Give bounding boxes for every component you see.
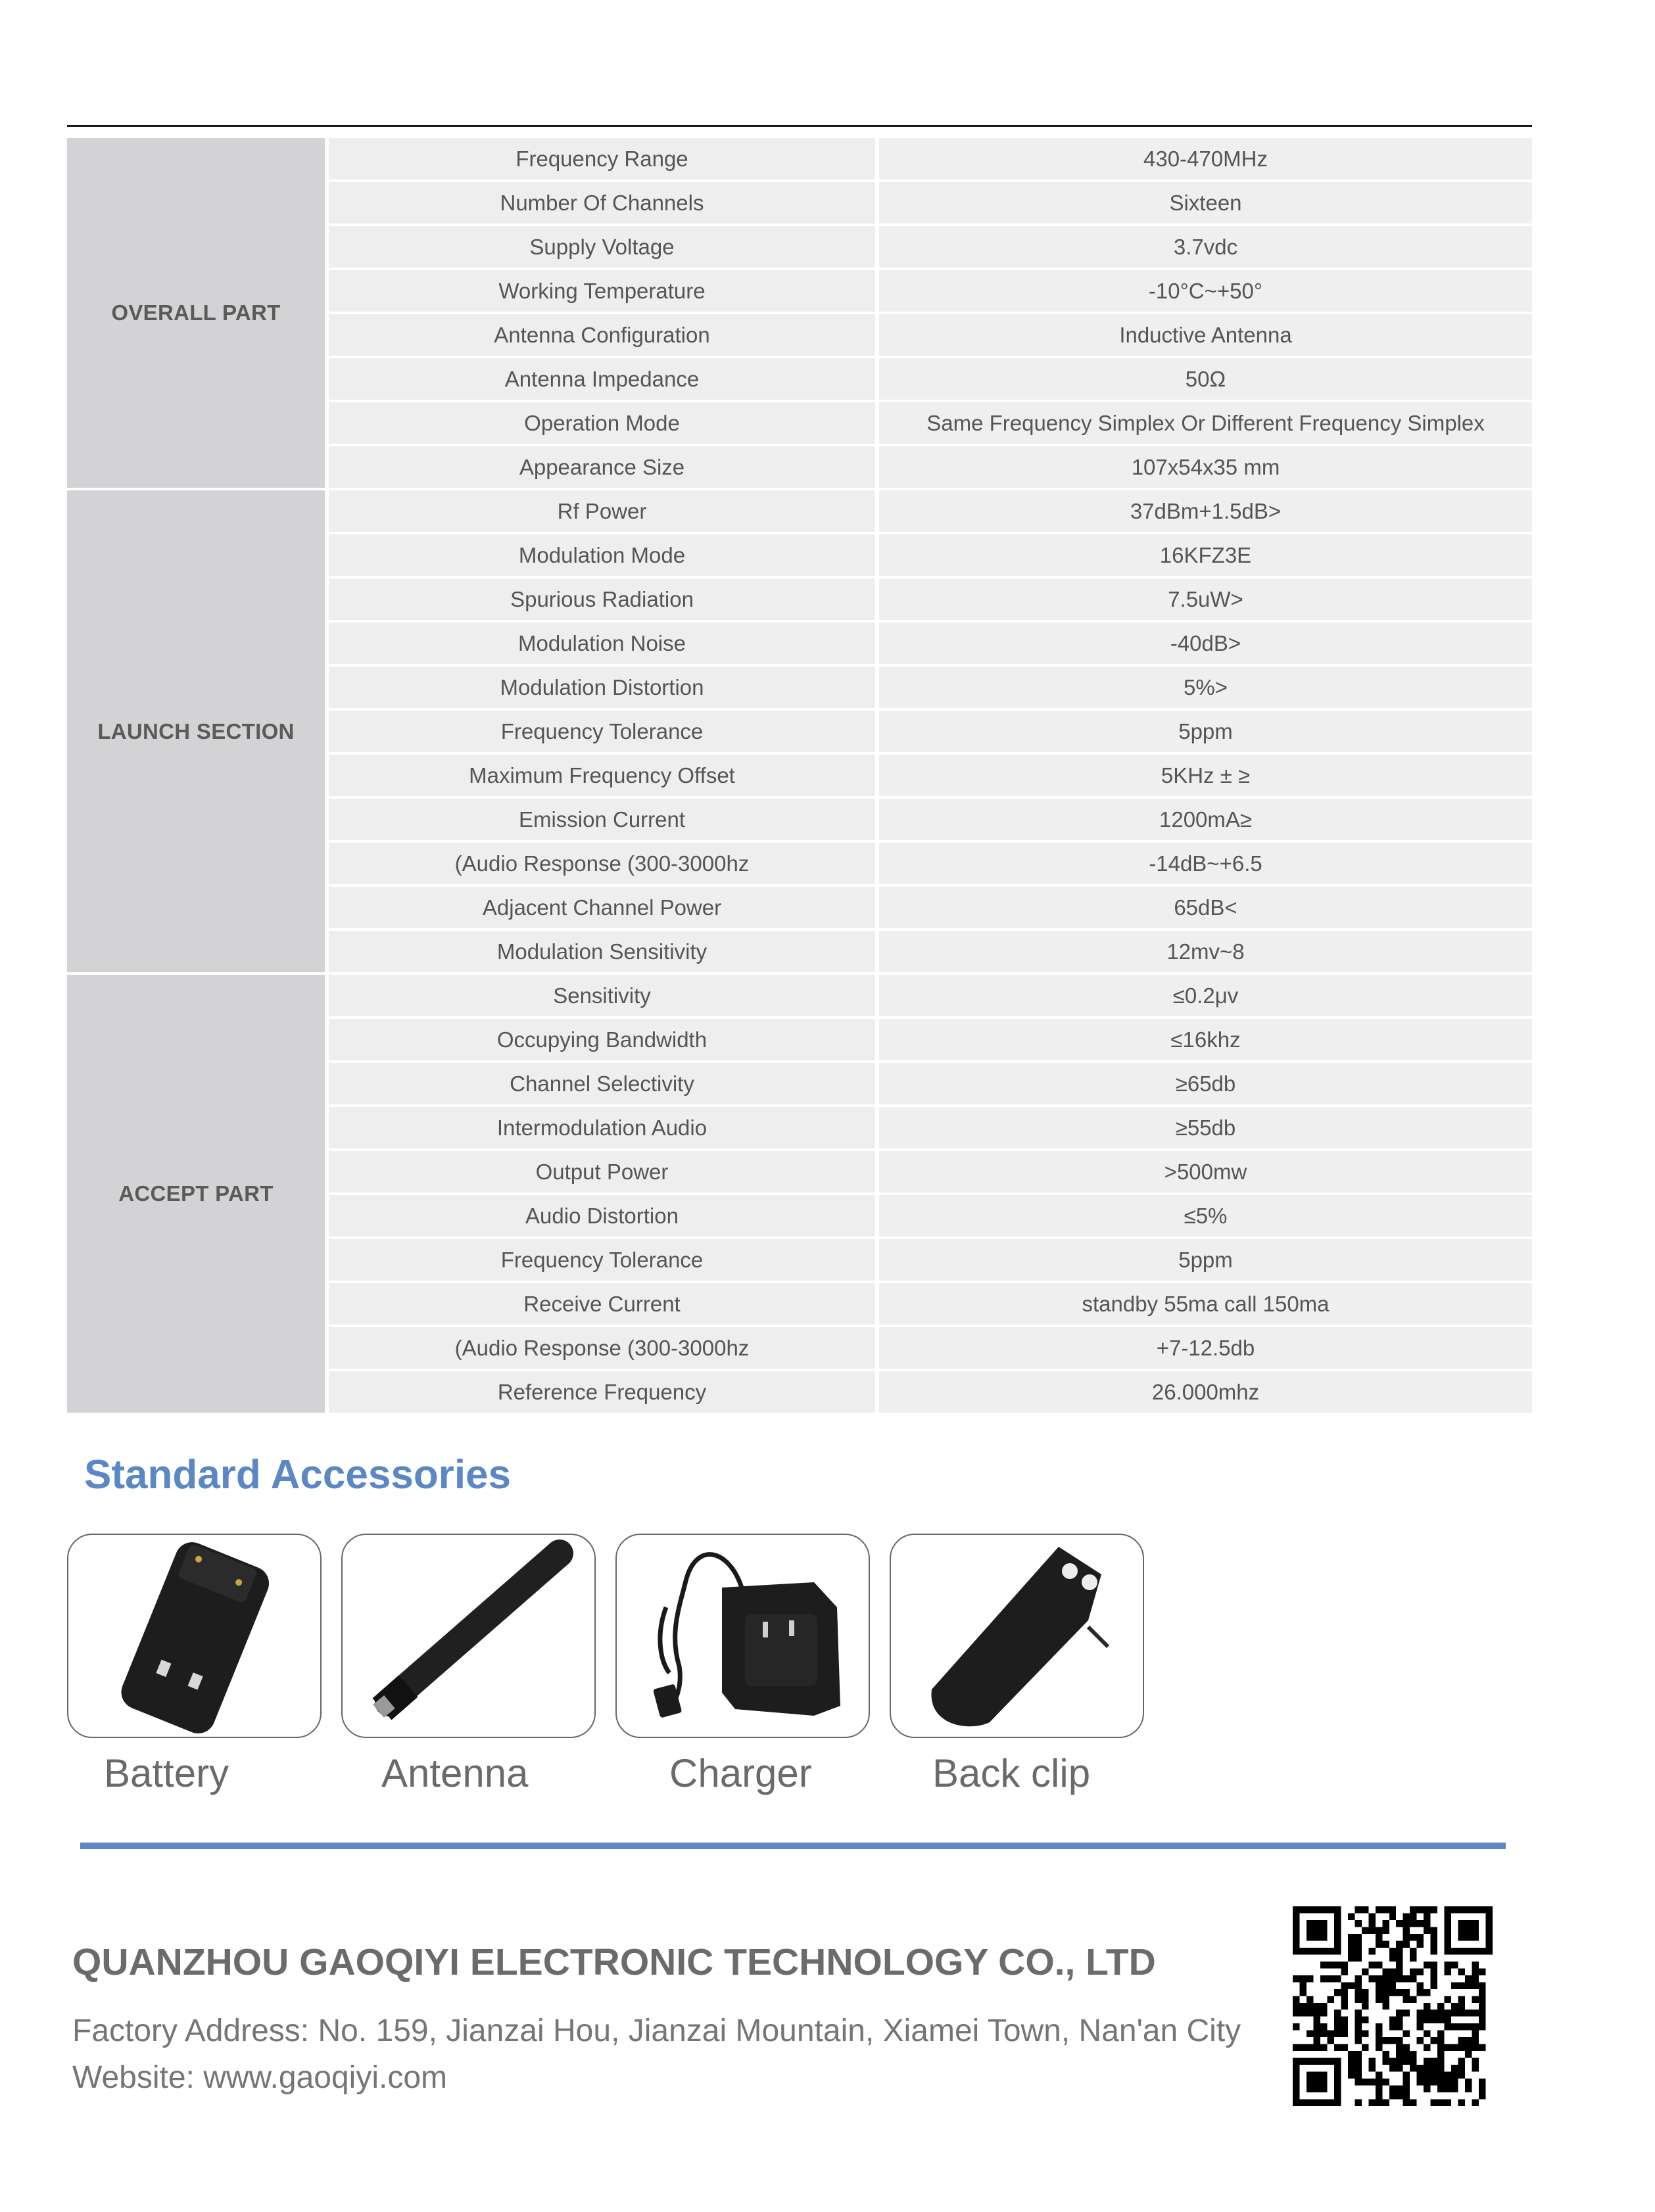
table-row [329, 1195, 1532, 1236]
spec-name: Intermodulation Audio [329, 1107, 875, 1148]
spec-name: Audio Distortion [329, 1195, 875, 1236]
spec-value: 50Ω [879, 358, 1532, 400]
spec-value: 107x54x35 mm [879, 446, 1532, 488]
antenna-image [341, 1534, 596, 1738]
spec-value: -40dB> [879, 623, 1532, 664]
spec-value: ≤5% [879, 1195, 1532, 1236]
table-row [329, 578, 1532, 620]
table-row [329, 667, 1532, 708]
spec-value: standby 55ma call 150ma [879, 1283, 1532, 1325]
spec-name: Antenna Configuration [329, 314, 875, 356]
back-clip-image [890, 1534, 1144, 1738]
spec-value: ≤16khz [879, 1019, 1532, 1060]
table-row [329, 1063, 1532, 1104]
table-row [329, 1327, 1532, 1369]
section-label: ACCEPT PART [67, 975, 325, 1413]
section-overall-part [67, 138, 1532, 488]
spec-name: Receive Current [329, 1283, 875, 1325]
spec-name: (Audio Response (300-3000hz [329, 1327, 875, 1369]
spec-name: Supply Voltage [329, 226, 875, 268]
accessory-label-antenna: Antenna [381, 1751, 529, 1795]
spec-value: -14dB~+6.5 [879, 843, 1532, 884]
table-row [329, 490, 1532, 532]
spec-name: Working Temperature [329, 270, 875, 312]
section-label: OVERALL PART [67, 138, 325, 488]
spec-value: 5ppm [879, 711, 1532, 752]
table-row [329, 623, 1532, 664]
table-row [329, 446, 1532, 488]
spec-value: 37dBm+1.5dB> [879, 490, 1532, 532]
spec-name: (Audio Response (300-3000hz [329, 843, 875, 884]
spec-value: 5%> [879, 667, 1532, 708]
table-row [329, 138, 1532, 179]
spec-name: Number Of Channels [329, 182, 875, 224]
spec-value: >500mw [879, 1151, 1532, 1192]
spec-value: 65dB< [879, 887, 1532, 928]
battery-image [67, 1534, 322, 1738]
spec-name: Frequency Tolerance [329, 1239, 875, 1281]
accessory-label-back-clip: Back clip [932, 1751, 1091, 1795]
spec-name: Antenna Impedance [329, 358, 875, 400]
spec-value: Inductive Antenna [879, 314, 1532, 356]
spec-name: Frequency Tolerance [329, 711, 875, 752]
spec-name: Output Power [329, 1151, 875, 1192]
table-row [329, 711, 1532, 752]
spec-value: 3.7vdc [879, 226, 1532, 268]
table-row [329, 1107, 1532, 1148]
spec-name: Channel Selectivity [329, 1063, 875, 1104]
factory-address: Factory Address: No. 159, Jianzai Hou, Jianzai Mountain, Xiamei Town, Nan'an City [72, 2013, 1241, 2048]
qr-code-icon [1293, 1906, 1493, 2106]
section-accept-part [67, 975, 1532, 1413]
spec-value: ≥65db [879, 1063, 1532, 1104]
accessories-title: Standard Accessories [84, 1452, 512, 1497]
spec-name: Emission Current [329, 799, 875, 840]
spec-value: 7.5uW> [879, 578, 1532, 620]
spec-name: Appearance Size [329, 446, 875, 488]
footer-divider [80, 1843, 1506, 1849]
spec-name: Spurious Radiation [329, 578, 875, 620]
spec-value: 16KFZ3E [879, 534, 1532, 576]
spec-value: ≤0.2μv [879, 975, 1532, 1016]
spec-name: Adjacent Channel Power [329, 887, 875, 928]
table-row [329, 182, 1532, 224]
section-launch [67, 490, 1532, 972]
accessory-label-charger: Charger [669, 1751, 812, 1795]
spec-name: Reference Frequency [329, 1371, 875, 1413]
spec-value: 430-470MHz [879, 138, 1532, 179]
table-row [329, 314, 1532, 356]
charger-image [615, 1534, 870, 1738]
table-row [329, 358, 1532, 400]
spec-name: Modulation Distortion [329, 667, 875, 708]
accessories-list [67, 1534, 1144, 1738]
spec-value: ≥55db [879, 1107, 1532, 1148]
table-row [329, 931, 1532, 972]
table-row [329, 975, 1532, 1016]
table-row [329, 402, 1532, 444]
spec-value: +7-12.5db [879, 1327, 1532, 1369]
table-row [329, 534, 1532, 576]
table-row [329, 799, 1532, 840]
spec-value: 5ppm [879, 1239, 1532, 1281]
spec-value: Same Frequency Simplex Or Different Frequency Simplex [879, 402, 1532, 444]
spec-name: Modulation Mode [329, 534, 875, 576]
table-row [329, 1371, 1532, 1413]
spec-value: 1200mA≥ [879, 799, 1532, 840]
website-link[interactable]: Website: www.gaoqiyi.com [72, 2060, 447, 2095]
accessory-label-battery: Battery [104, 1751, 229, 1795]
table-row [329, 270, 1532, 312]
spec-name: Modulation Noise [329, 623, 875, 664]
spec-name: Rf Power [329, 490, 875, 532]
spec-table [67, 138, 1532, 1413]
spec-name: Sensitivity [329, 975, 875, 1016]
spec-value: -10°C~+50° [879, 270, 1532, 312]
table-row [329, 843, 1532, 884]
table-row [329, 887, 1532, 928]
spec-name: Modulation Sensitivity [329, 931, 875, 972]
table-row [329, 1239, 1532, 1281]
spec-value: 12mv~8 [879, 931, 1532, 972]
spec-name: Occupying Bandwidth [329, 1019, 875, 1060]
table-row [329, 1283, 1532, 1325]
spec-name: Operation Mode [329, 402, 875, 444]
spec-value: 26.000mhz [879, 1371, 1532, 1413]
top-divider [67, 125, 1532, 127]
spec-name: Frequency Range [329, 138, 875, 179]
table-row [329, 226, 1532, 268]
company-name: QUANZHOU GAOQIYI ELECTRONIC TECHNOLOGY CO., LTD [72, 1941, 1156, 1983]
table-row [329, 1019, 1532, 1060]
table-row [329, 1151, 1532, 1192]
spec-value: 5KHz ± ≥ [879, 755, 1532, 796]
spec-value: Sixteen [879, 182, 1532, 224]
table-row [329, 755, 1532, 796]
section-label: LAUNCH SECTION [67, 490, 325, 972]
spec-name: Maximum Frequency Offset [329, 755, 875, 796]
